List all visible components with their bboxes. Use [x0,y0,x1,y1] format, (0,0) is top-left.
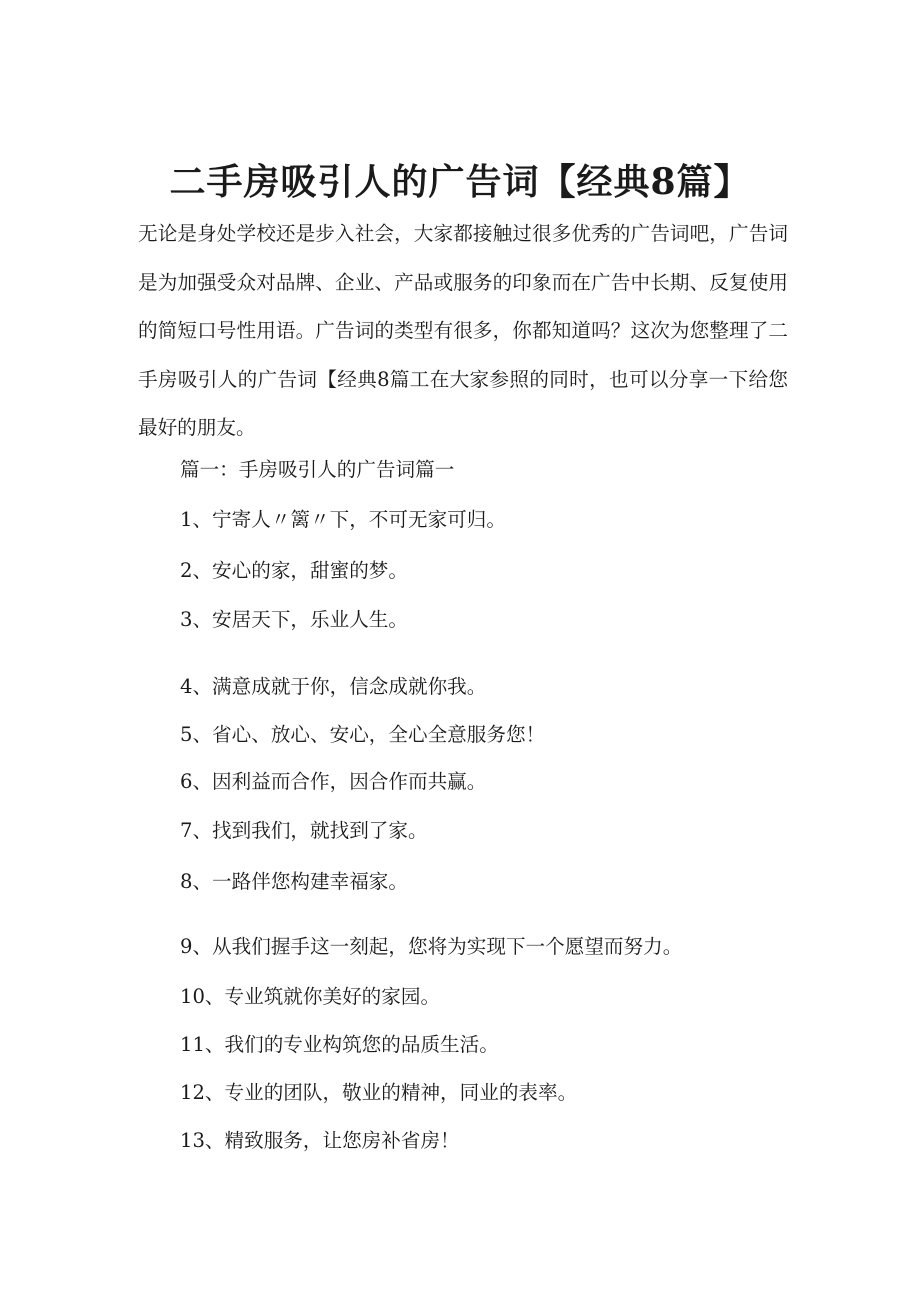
section-heading: 篇一：手房吸引人的广告词篇一 [180,458,455,481]
list-item: 7、找到我们，就找到了家。 [180,819,428,842]
list-item: 6、因利益而合作，因合作而共赢。 [180,770,487,793]
list-item: 2、安心的家，甜蜜的梦。 [180,559,408,582]
list-item: 9、从我们握手这一刻起，您将为实现下一个愿望而努力。 [180,935,683,958]
document-title: 二手房吸引人的广告词【经典8篇】 [169,161,751,204]
list-item: 5、省心、放心、安心，全心全意服务您！ [180,723,546,746]
list-item: 13、精致服务，让您房补省房！ [180,1129,460,1152]
list-item: 10、专业筑就你美好的家园。 [180,985,441,1008]
list-item: 1、宁寄人〃篱〃下，不可无家可归。 [180,508,506,531]
list-item: 12、专业的团队，敬业的精神，同业的表率。 [180,1081,578,1104]
list-item: 3、安居天下，乐业人生。 [180,608,408,631]
list-item: 8、一路伴您构建幸福家。 [180,870,408,893]
list-item: 4、满意成就于你，信念成就你我。 [180,675,487,698]
intro-paragraph: 无论是身处学校还是步入社会，大家都接触过很多优秀的广告词吧，广告词是为加强受众对品牌、企业、产品或服务的印象而在广告中长期、反复使用的简短口号性用语。广告词的类型有很多，你都知道吗？这次为您整理了二手房吸引人的广告词【经典8篇工在大家参照的同时，也可以分享一下给您最好的朋友。 [138,222,788,439]
list-item: 11、我们的专业构筑您的品质生活。 [180,1033,499,1056]
